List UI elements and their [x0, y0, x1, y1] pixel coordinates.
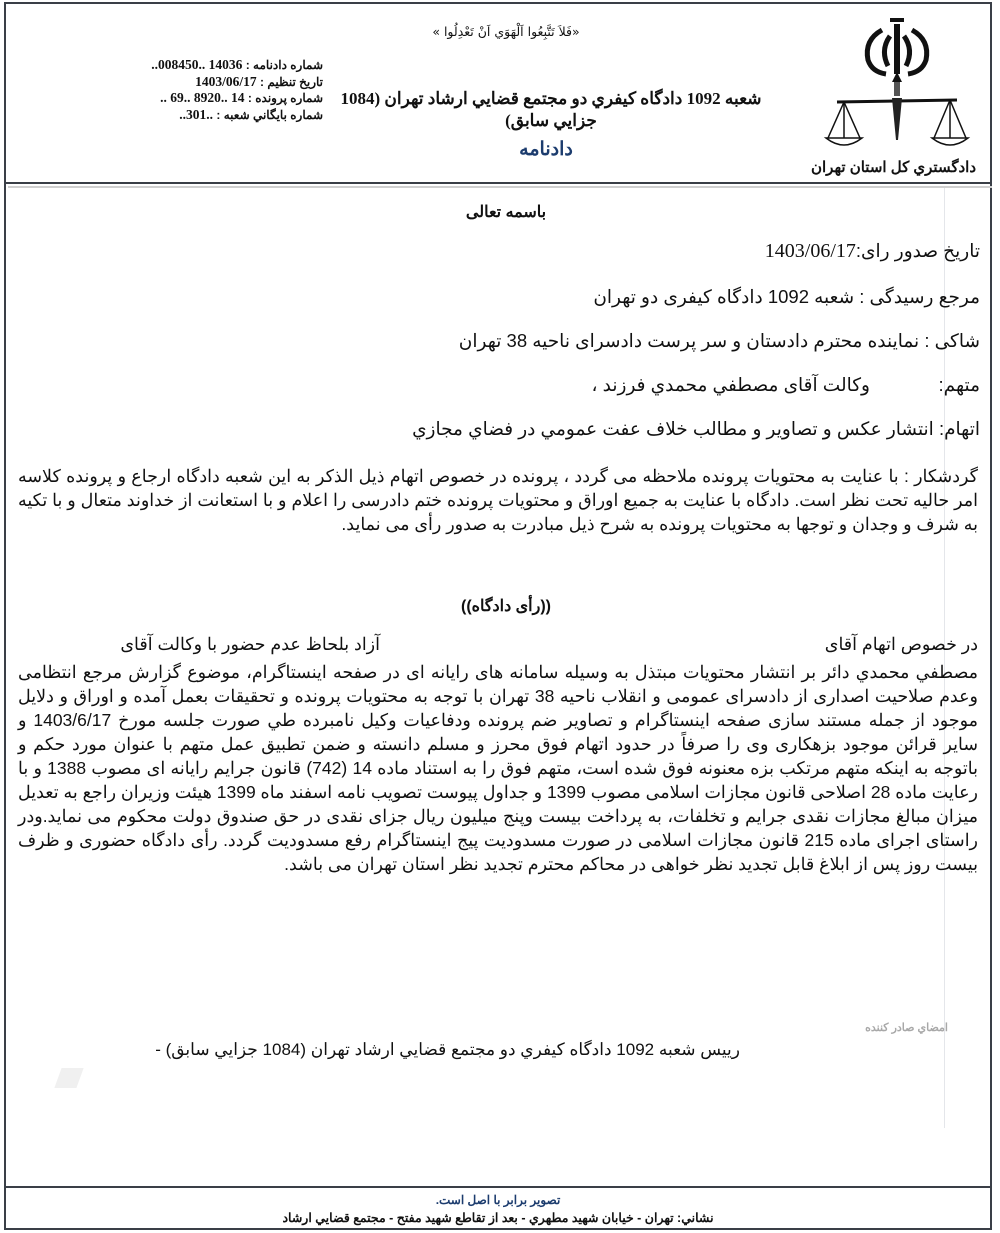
court-name: [336, 88, 766, 132]
judiciary-emblem-icon: [822, 10, 972, 150]
metadata-row-archive-number: شماره بايگاني شعبه : ..301..: [179, 106, 323, 122]
divider: [8, 186, 992, 188]
signer-title: رييس شعبه 1092 دادگاه كيفري دو مجتمع قضايي ارشاد تهران (1084 جزايي سابق) -: [155, 1040, 740, 1059]
signer-label: امضاي صادر كننده: [865, 1022, 948, 1034]
court-name-line1: شعبه 1092 دادگاه كيفري دو مجتمع قضايي ارشاد تهران (1084: [340, 89, 762, 108]
document-frame: [4, 2, 992, 1230]
defendant-value: وكالت آقای مصطفي محمدي فرزند ،: [591, 374, 870, 395]
metadata-row-case-number: شماره پرونده : 14 ..8920 ..69 ..: [160, 90, 323, 105]
document-header: [6, 4, 990, 184]
court-name-line2: جزايي سابق): [505, 111, 597, 130]
margin-line: [944, 188, 945, 1128]
quran-verse: «فَلاَ تَتَّبِعُوا اَلْهَوَي اَنْ تَعْدِلُوا »: [432, 24, 580, 39]
court-address: نشاني: تهران - خيابان شهيد مطهري - بعد از تقاطع شهيد مفتح - مجتمع قضايي ارشاد: [282, 1211, 714, 1225]
document-footer: [6, 1186, 990, 1230]
metadata-row-date: تاريخ تنظيم : 1403/06/17: [195, 73, 323, 89]
charge-field: اتهام: انتشار عكس و تصاوير و مطالب خلاف عفت عمومي در فضاي مجازي: [412, 418, 980, 439]
issue-date-field: تاریخ صدور رای:1403/06/17: [764, 240, 980, 262]
case-metadata: [3, 57, 323, 123]
verdict-heading: ((رأی دادگاه)): [460, 598, 552, 615]
bismillah-heading: باسمه تعالی: [465, 204, 547, 221]
plaintiff-field: شاکی : نماینده محترم دادستان و سر پرست دادسرای ناحیه 38 تهران: [458, 330, 980, 351]
verdict-line1-start: در خصوص اتهام آقای: [824, 634, 978, 654]
certification-note: تصوير برابر با اصل است.: [435, 1193, 561, 1207]
document-title: دادنامه: [519, 139, 573, 160]
organization-name: دادگستري كل استان تهران: [811, 159, 976, 176]
verdict-line1-end: آزاد بلحاظ عدم حضور با وكالت آقای: [120, 634, 380, 654]
metadata-row-verdict-number: شماره دادنامه : 14036 ..008450..: [151, 57, 323, 72]
case-report-paragraph: گردشکار : با عنایت به محتویات پرونده ملاحظه می گردد ، پرونده در خصوص اتهام ذیل الذکر به این شعبه دادگاه ارجاع و پرونده کلاسه امر حالیه تحت نظر است. دادگاه با عنایت به جمیع اوراق و محتویات پرونده ختم دادرسی را اعلام و با استعانت از خداوند متعال و با تکیه به شرف و وجدان و توجها به محتویات پرونده به شرح ذیل مبادرت به صدور رأی می نماید.: [18, 466, 978, 534]
redaction-mark: [54, 1068, 83, 1088]
reference-field: مرجع رسیدگی : شعبه 1092 دادگاه کیفری دو تهران: [593, 286, 980, 307]
defendant-field: متهم:: [938, 374, 980, 395]
verdict-paragraph: مصطفي محمدي دائر بر انتشار محتویات مبتذل به وسیله سامانه های رایانه ای در صفحه اینستاگرام، موضوع گزارش مرجع انتظامی وعدم صلاحیت اصداری از دادسرای عمومی و انقلاب ناحیه 38 تهران با توجه به محتویات پرونده و تحقیقات بعمل آمده و اوراق و دلایل موجود از جمله مستند سازی صفحه اینستاگرام و تصاویر ضم پرونده ودفاعیات وكیل نامبرده طي صورت جلسه مورخ 1403/6/17 و سایر قرائن موجود بزهکاری وی را صرفاً در حدود اتهام فوق محرز و مسلم دانسته و ضمن تطبیق عمل متهم با عنوان مورد حکم و باتوجه به اینکه متهم مرتکب بزه معنونه فوق شده است، متهم فوق را به استناد ماده 14 (742) قانون جرایم رایانه ای مصوب 1388 و با رعایت ماده 28 اصلاحی قانون مجازات اسلامی مصوب 1399 و جداول پیوست تصویب نامه اسفند ماه 1399 هیئت وزیران راجع به تعدیل میزان مبالغ مجازات نقدی جرایم و تخلفات، به پرداخت بیست وپنج میلیون ریال جزای نقدی در حق صندوق دولت محکوم می نماید.ودر راستای اجرای ماده 215 قانون مجازات اسلامی در صورت مسدودیت پیج اینستاگرام رفع مسدودیت گردد. رأی دادگاه حضوری و ظرف بیست روز پس از ابلاغ قابل تجدید نظر خواهی در محاکم محترم تجدید نظر استان تهران می باشد.: [18, 662, 979, 874]
